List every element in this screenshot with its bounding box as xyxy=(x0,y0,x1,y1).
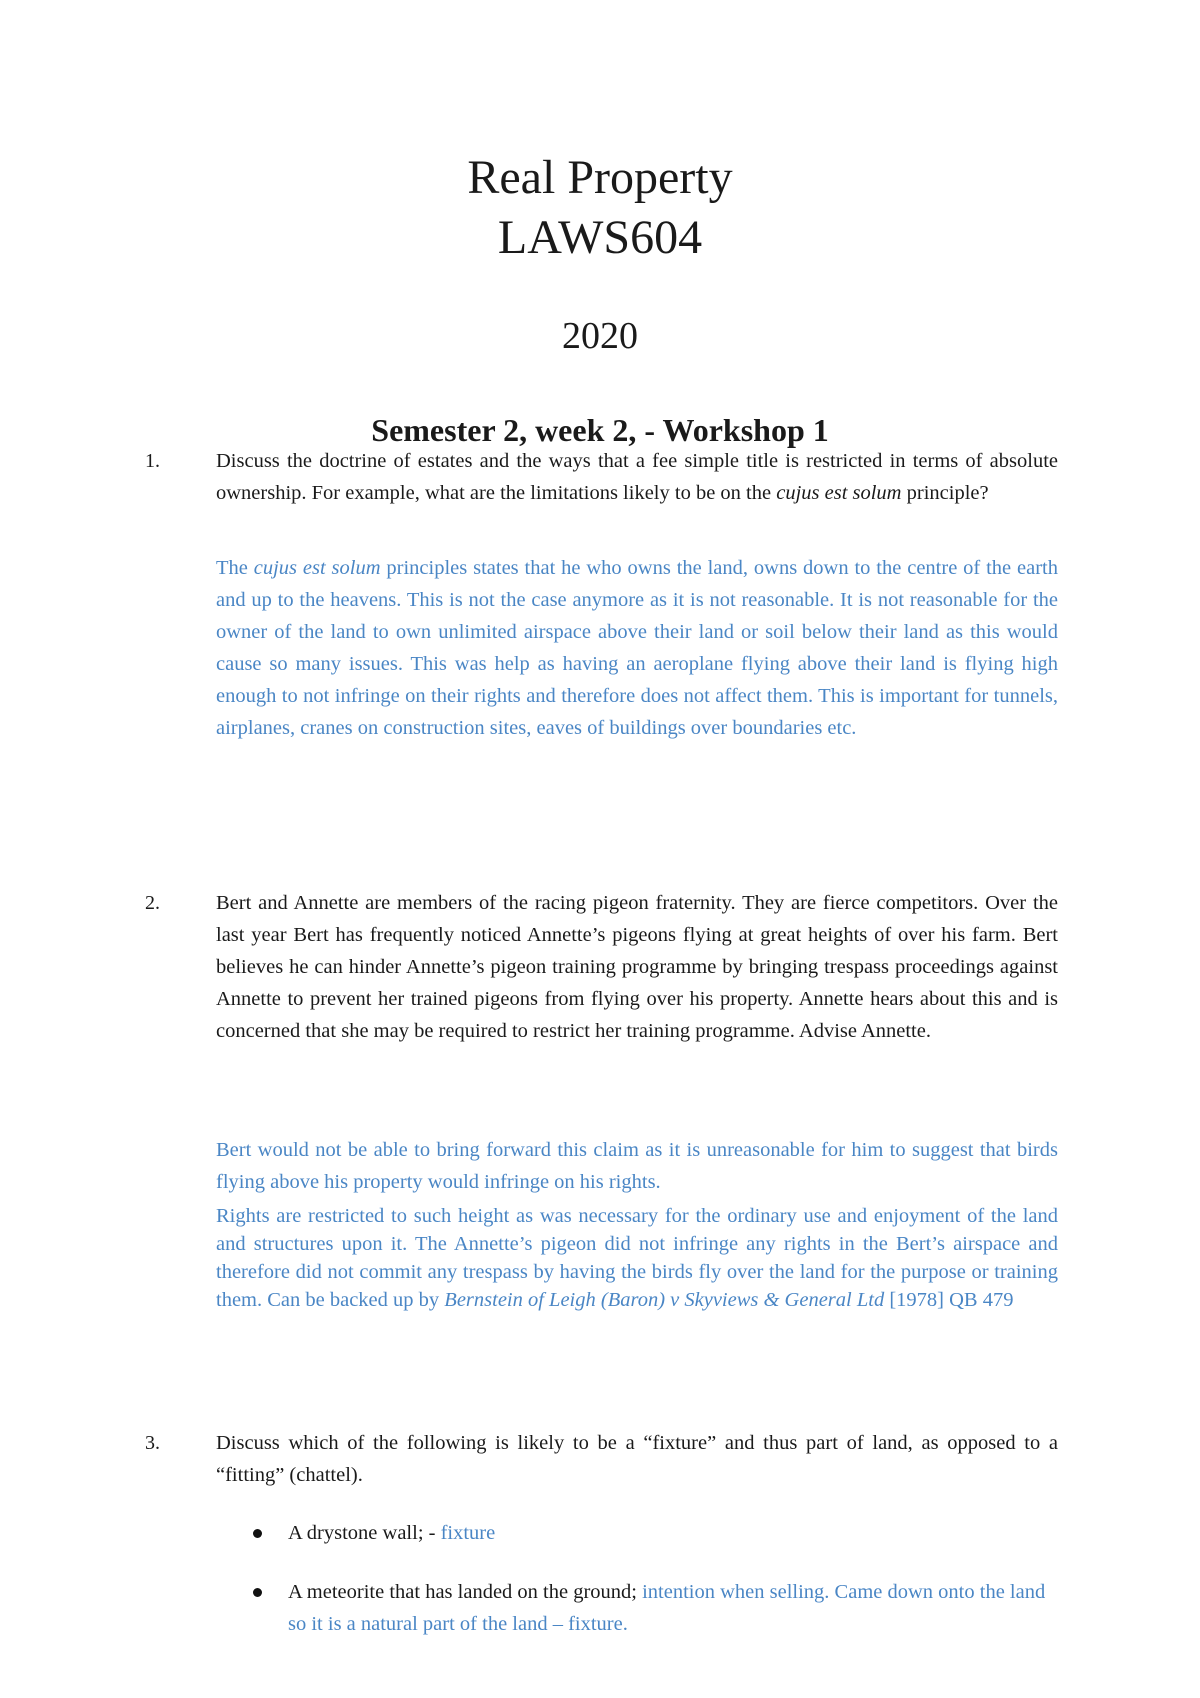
question-number-1: 1. xyxy=(145,450,160,472)
question-number-3: 3. xyxy=(145,1432,160,1454)
answer-1-text xyxy=(216,552,1058,744)
bullet-icon xyxy=(253,1529,262,1538)
question-3-text: Discuss which of the following is likely to be a “fixture” and thus part of land, as opposed to a “fitting” (chattel). xyxy=(216,1432,1058,1486)
question-1-text xyxy=(216,445,1058,509)
answer-2-body: Rights are restricted to such height as was necessary for the ordinary use and enjoyment of the land and structures upon it. The Annette’s pigeon did not infringe any rights in the Bert’s airspace and therefore did not commit any trespass by having the birds fly over the land for the purpose or training them. Can be backed up by xyxy=(216,1205,1058,1311)
answer-2-first: Bert would not be able to bring forward this claim as it is unreasonable for him to suggest that birds flying above his property would infringe on his rights. xyxy=(216,1139,1058,1193)
course-code: LAWS604 xyxy=(497,211,703,264)
list-item-text: A drystone wall; - xyxy=(288,1522,441,1544)
list-item-answer: fixture xyxy=(440,1522,496,1544)
list-item-answer: intention when selling. Came down onto the land so it is a natural part of the land – fixture. xyxy=(288,1581,1046,1635)
question-number-2: 2. xyxy=(145,892,160,914)
year: 2020 xyxy=(562,315,638,357)
list-item-text: A meteorite that has landed on the ground; xyxy=(288,1581,643,1603)
answer-1-part: The xyxy=(216,557,254,579)
answer-1-emphasis: cujus est solum xyxy=(253,557,381,579)
bullet-icon xyxy=(253,1588,262,1597)
workshop-heading: Semester 2, week 2, - Workshop 1 xyxy=(371,412,829,448)
case-reference: [1978] QB 479 xyxy=(884,1289,1014,1311)
question-1-text-end: principle? xyxy=(901,482,989,504)
case-citation: Bernstein of Leigh (Baron) v Skyviews & General Ltd xyxy=(444,1289,885,1311)
list-item xyxy=(288,1576,1058,1640)
answer-2-second xyxy=(216,1202,1058,1314)
question-2-text: Bert and Annette are members of the racing pigeon fraternity. They are fierce competitors. Over the last year Bert has frequently noticed Annette’s pigeons flying at great heights of over his farm. Bert believes he can hinder Annette’s pigeon training programme by bringing trespass proceedings against Annette to prevent her trained pigeons from flying over his property. Annette hears about this and is concerned that she may be required to restrict her training programme. Advise Annette. xyxy=(216,892,1058,1042)
answer-1-body: principles states that he who owns the land, owns down to the centre of the earth and up to the heavens. This is not the case anymore as it is not reasonable. It is not reasonable for the owner of the land to own unlimited airspace above their land or soil below their land as this would cause so many issues. This was help as having an aeroplane flying above their land is flying high enough to not infringe on their rights and therefore does not affect them. This is important for tunnels, airplanes, cranes on construction sites, eaves of buildings over boundaries etc. xyxy=(216,557,1059,739)
question-1-text-part: Discuss the doctrine of estates and the ways that a fee simple title is restricted in terms of absolute ownership. For example, what are the limitations likely to be on the xyxy=(216,450,1058,504)
question-1-emphasis: cujus est solum xyxy=(776,482,902,504)
document-title: Real Property xyxy=(467,151,733,204)
list-item xyxy=(288,1517,1058,1549)
